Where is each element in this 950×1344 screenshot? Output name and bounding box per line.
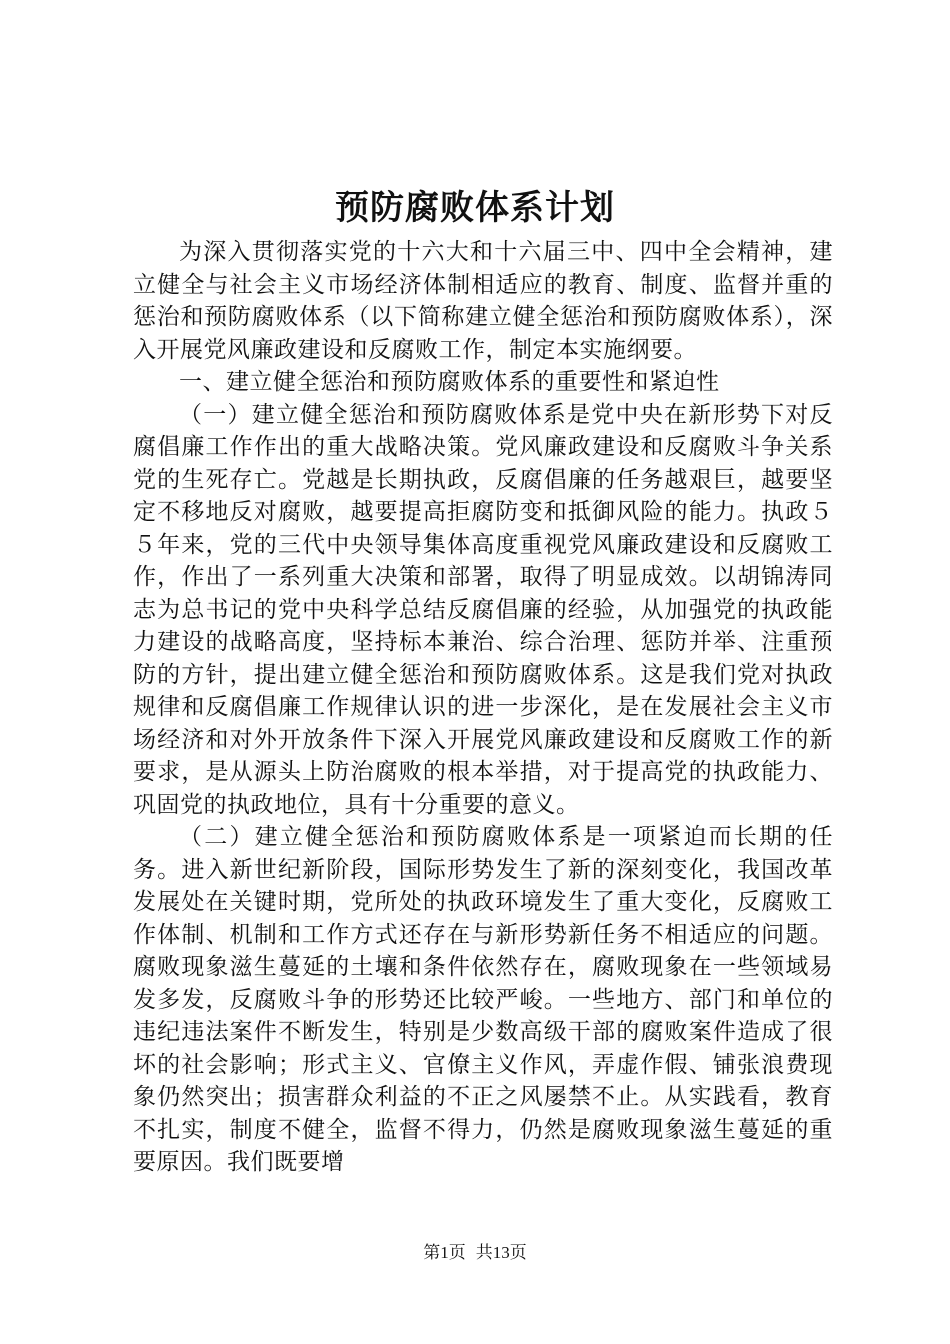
intro-paragraph: 为深入贯彻落实党的十六大和十六届三中、四中全会精神，建立健全与社会主义市场经济体制相适应的教育、制度、监督并重的惩治和预防腐败体系（以下简称建立健全惩治和预防腐败体系），深入开展党风廉政建设和反腐败工作，制定本实施纲要。 — [133, 239, 833, 363]
body-paragraph-1: （一）建立健全惩治和预防腐败体系是党中央在新形势下对反腐倡廉工作作出的重大战略决策。党风廉政建设和反腐败斗争关系党的生死存亡。党越是长期执政，反腐倡廉的任务越艰巨，越要坚定不移地反对腐败，越要提高拒腐防变和抵御风险的能力。执政５５年来，党的三代中央领导集体高度重视党风廉政建设和反腐败工作，作出了一系列重大决策和部署，取得了明显成效。以胡锦涛同志为总书记的党中央科学总结反腐倡廉的经验，从加强党的执政能力建设的战略高度，坚持标本兼治、综合治理、惩防并举、注重预防的方针，提出建立健全惩治和预防腐败体系。这是我们党对执政规律和反腐倡廉工作规律认识的进一步深化，是在发展社会主义市场经济和对外开放条件下深入开展党风廉政建设和反腐败工作的新要求，是从源头上防治腐败的根本举措，对于提高党的执政能力、巩固党的执政地位，具有十分重要的意义。 — [133, 401, 833, 818]
body-paragraph-2: （二）建立健全惩治和预防腐败体系是一项紧迫而长期的任务。进入新世纪新阶段，国际形势发生了新的深刻变化，我国改革发展处在关键时期，党所处的执政环境发生了重大变化，反腐败工作体制、机制和工作方式还存在与新形势新任务不相适应的问题。腐败现象滋生蔓延的土壤和条件依然存在，腐败现象在一些领域易发多发，反腐败斗争的形势还比较严峻。一些地方、部门和单位的违纪违法案件不断发生，特别是少数高级干部的腐败案件造成了很坏的社会影响；形式主义、官僚主义作风，弄虚作假、铺张浪费现象仍然突出；损害群众利益的不正之风屡禁不止。从实践看，教育不扎实，制度不健全，监督不得力，仍然是腐败现象滋生蔓延的重要原因。我们既要增 — [133, 824, 833, 1175]
document-body — [133, 236, 833, 1179]
page-number: 第1页 — [423, 1243, 466, 1262]
document-title: 预防腐败体系计划 — [335, 188, 615, 228]
page-footer — [0, 1238, 950, 1268]
section-heading: 一、建立健全惩治和预防腐败体系的重要性和紧迫性 — [179, 369, 720, 395]
page-total: 共13页 — [475, 1243, 527, 1262]
